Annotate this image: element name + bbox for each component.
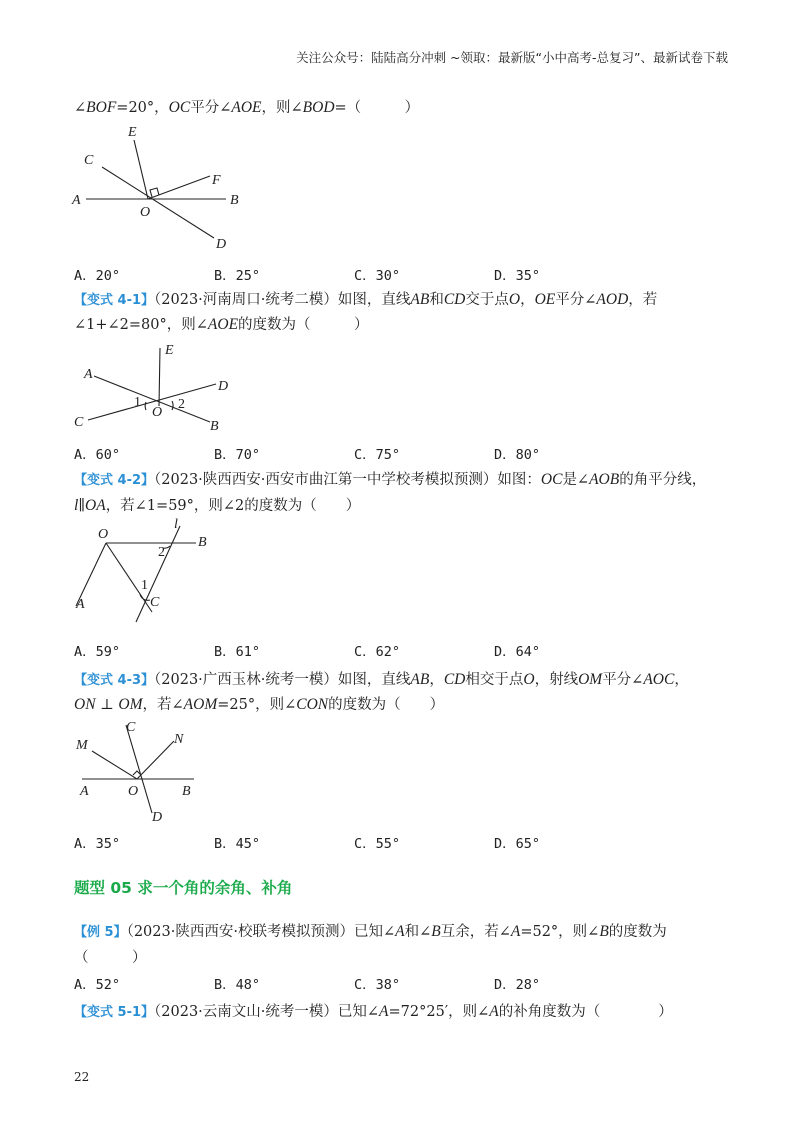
figure-4-1: [70, 340, 240, 432]
label-f: F: [212, 173, 221, 188]
label-b: B: [230, 193, 239, 208]
label-o: O: [140, 205, 151, 220]
option-b[interactable]: B．25°: [214, 268, 261, 284]
figure-angle-bof: [70, 120, 260, 255]
option-d[interactable]: D．35°: [494, 268, 541, 284]
question-text: 【变式 5-1】（2023·云南文山·统考一模）已知∠A=72°25′，则∠A的补角度数为（ ）: [74, 1003, 673, 1020]
option-a[interactable]: A．60°: [74, 447, 121, 463]
label-c: C: [126, 720, 136, 735]
label-n: N: [174, 732, 184, 747]
label-1: 1: [141, 578, 148, 593]
option-c[interactable]: C．62°: [354, 644, 401, 660]
option-a[interactable]: A．52°: [74, 977, 121, 993]
figure-4-3: [70, 715, 210, 825]
label-o: O: [128, 784, 139, 799]
option-d[interactable]: D．65°: [494, 836, 541, 852]
option-a[interactable]: A．20°: [74, 268, 121, 284]
label-d: D: [218, 379, 229, 394]
question-text: ∠1+∠2=80°，则∠AOE的度数为（ ）: [74, 316, 369, 333]
label-o: O: [98, 527, 109, 542]
line-on: [137, 741, 174, 779]
option-d[interactable]: D．64°: [494, 644, 541, 660]
label-d: D: [216, 237, 227, 252]
line-cd: [102, 167, 214, 238]
label-a: A: [80, 784, 89, 799]
line-cd: [126, 725, 152, 813]
option-d[interactable]: D．80°: [494, 447, 541, 463]
option-d[interactable]: D．28°: [494, 977, 541, 993]
label-l: l: [174, 517, 178, 532]
section-title: 题型 05 求一个角的余角、补角: [74, 879, 293, 897]
label-2: 2: [178, 397, 185, 412]
label-a: A: [72, 193, 81, 208]
line-oe: [159, 348, 160, 406]
angle-arc-1: [145, 402, 146, 410]
label-b: B: [210, 419, 219, 434]
line-om: [92, 751, 137, 779]
label-c: C: [84, 153, 94, 168]
option-c[interactable]: C．55°: [354, 836, 401, 852]
label-o: O: [152, 405, 163, 420]
question-text: 【变式 4-3】（2023·广西玉林·统考一模）如图，直线AB，CD相交于点O，射线OM平分∠AOC，: [74, 671, 689, 688]
page-number: 22: [74, 1070, 90, 1084]
option-a[interactable]: A．59°: [74, 644, 121, 660]
label-m: M: [76, 738, 88, 753]
question-text: 【变式 4-2】（2023·陕西西安·西安市曲江第一中学校考模拟预测）如图：OC是∠AOB的角平分线，: [74, 471, 707, 488]
label-a: A: [84, 367, 93, 382]
option-c[interactable]: C．38°: [354, 977, 401, 993]
question-text: ON ⊥ OM，若∠AOM=25°，则∠CON的度数为（ ）: [74, 696, 445, 713]
label-1: 1: [134, 395, 141, 410]
label-c: C: [150, 595, 160, 610]
label-e: E: [165, 343, 174, 358]
line-oe: [134, 140, 148, 199]
question-text: 【变式 4-1】（2023·河南周口·统考二模）如图，直线AB和CD交于点O，OE平分∠AOD，若: [74, 291, 658, 308]
figure-4-2: [70, 518, 220, 630]
option-b[interactable]: B．61°: [214, 644, 261, 660]
option-a[interactable]: A．35°: [74, 836, 121, 852]
option-b[interactable]: B．45°: [214, 836, 261, 852]
question-text: l∥OA，若∠1=59°，则∠2的度数为（ ）: [74, 497, 361, 514]
label-c: C: [74, 415, 84, 430]
option-c[interactable]: C．30°: [354, 268, 401, 284]
option-b[interactable]: B．70°: [214, 447, 261, 463]
option-b[interactable]: B．48°: [214, 977, 261, 993]
angle-arc-2: [172, 401, 173, 410]
label-d: D: [152, 810, 163, 825]
question-text: ∠BOF=20°，OC平分∠AOE，则∠BOD=（ ）: [74, 99, 420, 116]
label-e: E: [128, 125, 137, 140]
label-2: 2: [158, 545, 165, 560]
question-text: （ ）: [74, 950, 147, 966]
page-header: 关注公众号：陆陆高分冲刺 ~领取：最新版“小中高考-总复习”、最新试卷下载: [296, 50, 728, 65]
question-text: 【例 5】（2023·陕西西安·校联考模拟预测）已知∠A和∠B互余，若∠A=52°，则∠B的度数为: [74, 923, 667, 940]
option-c[interactable]: C．75°: [354, 447, 401, 463]
label-a: A: [76, 597, 85, 612]
label-b: B: [198, 535, 207, 550]
label-b: B: [182, 784, 191, 799]
